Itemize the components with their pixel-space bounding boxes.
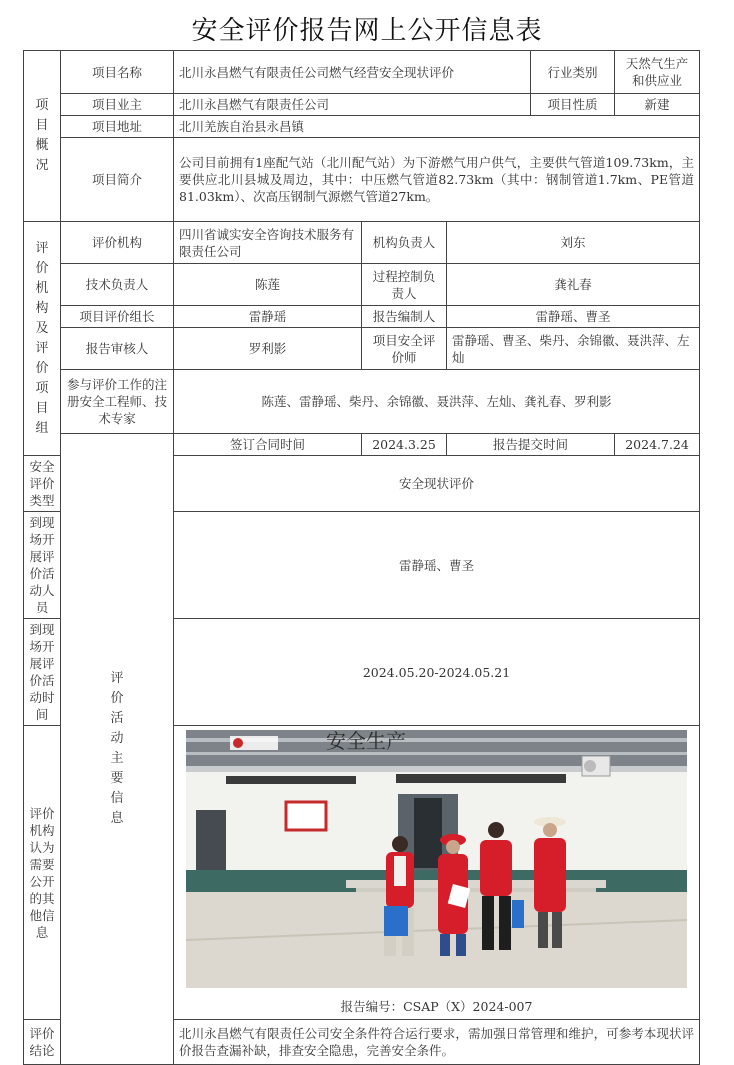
head-label: 机构负责人 (362, 222, 447, 264)
section-agency: 评价机构及评价项目组 (24, 222, 61, 456)
process-label: 过程控制负责人 (362, 264, 447, 306)
section-activity: 评价活动主要信息 (61, 434, 174, 1065)
process-value: 龚礼春 (447, 264, 700, 306)
reviewer-label: 报告审核人 (61, 328, 174, 370)
brief-label: 项目简介 (61, 138, 174, 222)
tech-label: 技术负责人 (61, 264, 174, 306)
project-name-value: 北川永昌燃气有限责任公司燃气经营安全现状评价 (174, 51, 531, 94)
owner-label: 项目业主 (61, 94, 174, 116)
public-info-label: 评价机构认为需要公开的其他信息 (24, 726, 61, 1020)
industry-label: 行业类别 (531, 51, 615, 94)
address-value: 北川羌族自治县永昌镇 (174, 116, 700, 138)
info-table (23, 50, 700, 1065)
org-value: 四川省诚实安全咨询技术服务有限责任公司 (174, 222, 362, 264)
tech-value: 陈莲 (174, 264, 362, 306)
experts-label: 参与评价工作的注册安全工程师、技术专家 (61, 370, 174, 434)
contract-label: 签订合同时间 (174, 434, 362, 456)
site-photo (186, 730, 687, 988)
nature-label: 项目性质 (531, 94, 615, 116)
assessor-label: 项目安全评价师 (362, 328, 447, 370)
type-label: 安全评价类型 (24, 456, 61, 512)
conclusion-value: 北川永昌燃气有限责任公司安全条件符合运行要求，需加强日常管理和维护，可参考本现状评价报告查漏补缺，排查安全隐患，完善安全条件。 (174, 1020, 700, 1065)
writer-value: 雷静瑶、曹圣 (447, 306, 700, 328)
leader-value: 雷静瑶 (174, 306, 362, 328)
address-label: 项目地址 (61, 116, 174, 138)
time-value: 2024.05.20-2024.05.21 (174, 619, 700, 726)
staff-value: 雷静瑶、曹圣 (174, 512, 700, 619)
submit-value: 2024.7.24 (615, 434, 700, 456)
owner-value: 北川永昌燃气有限责任公司 (174, 94, 531, 116)
industry-value: 天然气生产和供应业 (615, 51, 700, 94)
submit-label: 报告提交时间 (447, 434, 615, 456)
writer-label: 报告编制人 (362, 306, 447, 328)
page-title: 安全评价报告网上公开信息表 (191, 16, 543, 46)
staff-label: 到现场开展评价活动人员 (24, 512, 61, 619)
type-value: 安全现状评价 (174, 456, 700, 512)
contract-value: 2024.3.25 (362, 434, 447, 456)
org-label: 评价机构 (61, 222, 174, 264)
section-overview: 项目概况 (24, 51, 61, 222)
conclusion-label: 评价结论 (24, 1020, 61, 1065)
head-value: 刘东 (447, 222, 700, 264)
time-label: 到现场开展评价活动时间 (24, 619, 61, 726)
nature-value: 新建 (615, 94, 700, 116)
brief-value: 公司目前拥有1座配气站（北川配气站）为下游燃气用户供气，主要供气管道109.73km，主要供应北川县城及周边，其中：中压燃气管道82.73km（其中：钢制管道1.7km、PE管道81.03km）、次高压钢制气源燃气管道27km。 (174, 138, 700, 222)
project-name-label: 项目名称 (61, 51, 174, 94)
public-info-cell (174, 726, 700, 1020)
report-number: 报告编号：CSAP（X）2024-007 (340, 999, 533, 1014)
photo-sign: 安全生产 (326, 730, 407, 753)
reviewer-value: 罗利影 (174, 328, 362, 370)
experts-value: 陈莲、雷静瑶、柴丹、余锦徽、聂洪萍、左灿、龚礼春、罗利影 (174, 370, 700, 434)
leader-label: 项目评价组长 (61, 306, 174, 328)
assessor-value: 雷静瑶、曹圣、柴丹、余锦徽、聂洪萍、左灿 (447, 328, 700, 370)
